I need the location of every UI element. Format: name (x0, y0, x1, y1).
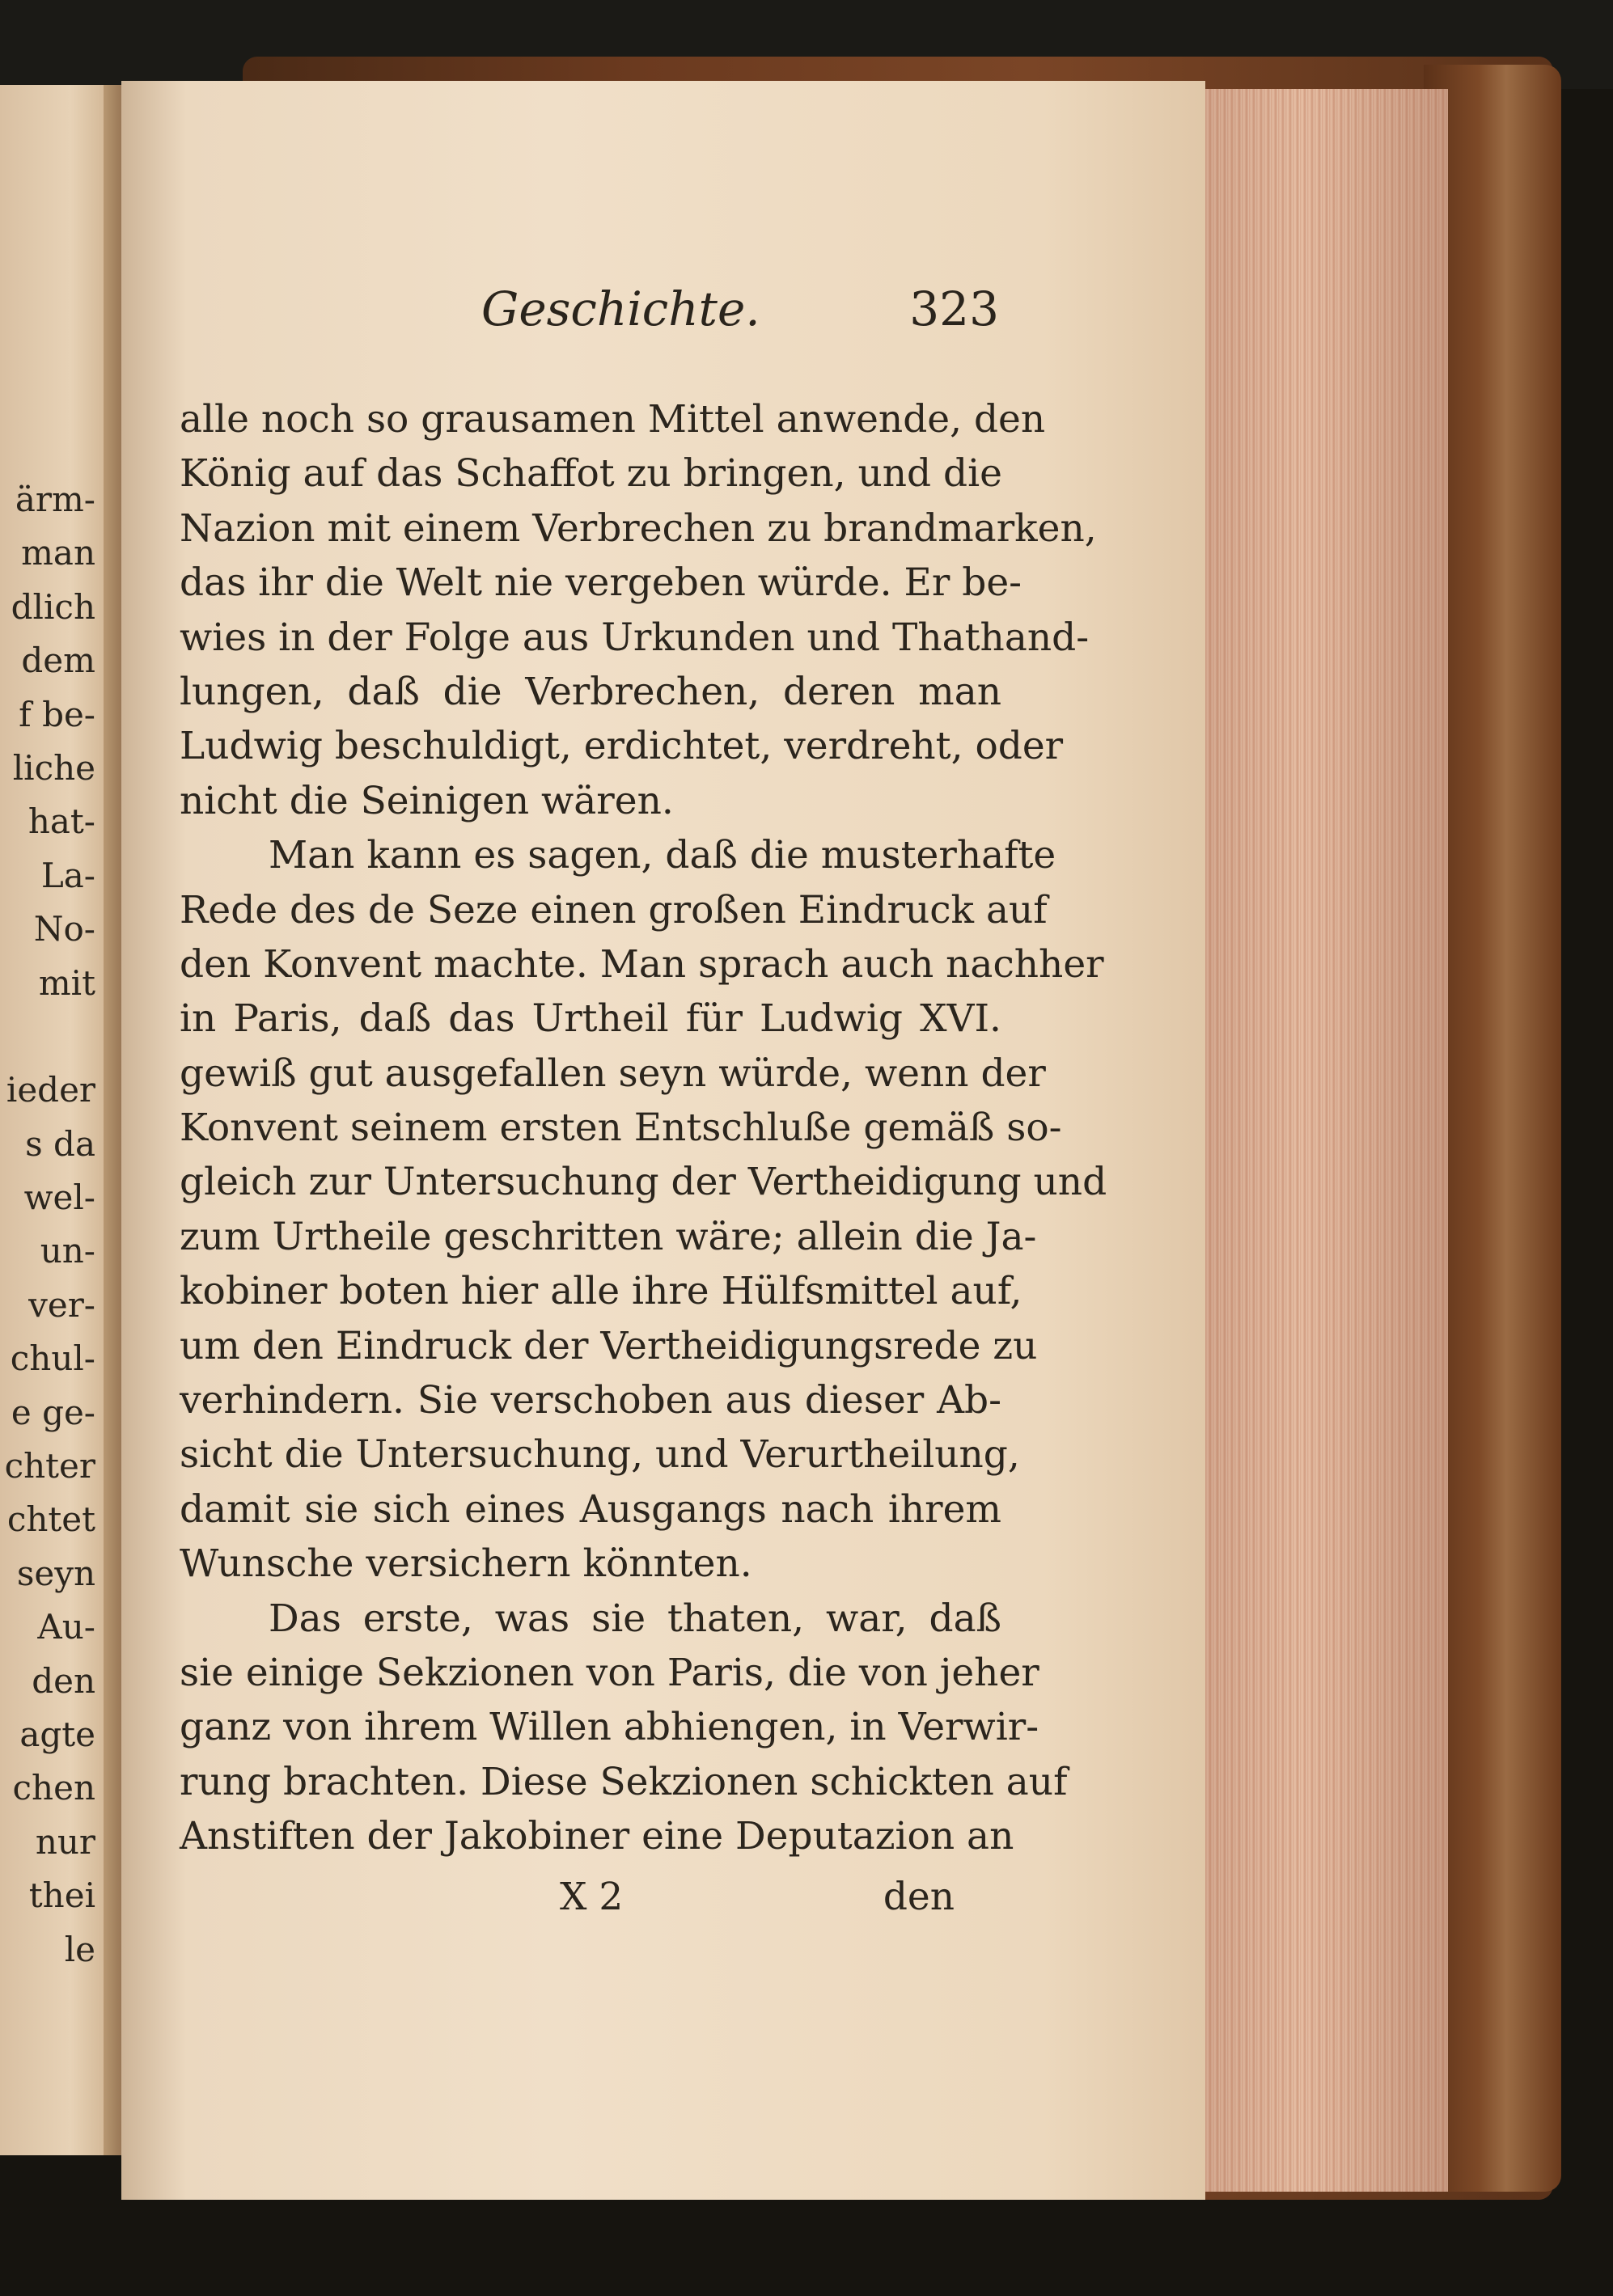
left-fragment: man (21, 533, 95, 573)
text-line: verhindern. Sie verschoben aus dieser Ab- (180, 1378, 1001, 1423)
left-page-text (0, 473, 95, 1977)
left-fragment: Au- (37, 1607, 95, 1647)
page-edges-shade (1205, 89, 1448, 2192)
text-line: Konvent seinem ersten Entschluße gemäß so- (180, 1106, 1062, 1151)
left-fragment: chtet (6, 1499, 95, 1540)
text-line: lungen, daß die Verbrechen, deren man (180, 669, 1001, 714)
signature-mark: X 2 (560, 1875, 624, 1919)
left-fragment: No- (33, 909, 95, 949)
left-fragment: chul- (10, 1338, 95, 1379)
text-line: Anstiften der Jakobiner eine Deputazion an (180, 1814, 1014, 1859)
page-number: 323 (909, 281, 999, 336)
catchword: den (883, 1875, 955, 1919)
text-line: wies in der Folge aus Urkunden und Thathand- (180, 615, 1090, 660)
text-line: Wunsche versichern könnten. (180, 1541, 752, 1587)
body-text (180, 392, 1107, 1864)
left-fragment: liche (12, 747, 95, 788)
text-line: Ludwig beschuldigt, erdichtet, verdreht, oder (180, 724, 1064, 769)
left-fragment: un- (40, 1231, 95, 1271)
left-fragment: f be- (19, 694, 95, 734)
text-line: gleich zur Untersuchung der Vertheidigung und (180, 1160, 1107, 1205)
text-line: nicht die Seinigen wären. (180, 778, 674, 823)
left-fragment: La- (40, 855, 95, 895)
left-fragment: ieder (6, 1070, 95, 1110)
text-line: kobiner boten hier alle ihre Hülfsmittel auf, (180, 1269, 1022, 1314)
left-fragment: den (32, 1660, 95, 1701)
left-page (0, 85, 117, 2155)
text-line: Nazion mit einem Verbrechen zu brandmarken, (180, 505, 1097, 551)
left-fragment: chen (12, 1768, 95, 1808)
text-line: alle noch so grausamen Mittel anwende, den (180, 397, 1046, 442)
text-line: sicht die Untersuchung, und Verurtheilung, (180, 1432, 1020, 1478)
left-fragment: thei (28, 1875, 95, 1916)
text-line: den Konvent machte. Man sprach auch nachher (180, 941, 1104, 987)
left-fragment: chter (4, 1446, 95, 1486)
header-title: Geschichte. (481, 281, 760, 336)
left-fragment: hat- (28, 801, 95, 842)
left-fragment: s da (25, 1123, 95, 1164)
left-fragment-gap (0, 1010, 95, 1063)
left-fragment: wel- (23, 1178, 95, 1218)
text-line: König auf das Schaffot zu bringen, und die (180, 451, 1002, 497)
left-fragment: dem (21, 641, 95, 681)
left-fragment: ver- (28, 1284, 95, 1325)
running-header (481, 281, 999, 346)
text-line: Rede des de Seze einen großen Eindruck auf (180, 887, 1048, 932)
text-line: Man kann es sagen, daß die musterhafte (269, 833, 1056, 878)
text-line: sie einige Sekzionen von Paris, die von jeher (180, 1650, 1039, 1695)
left-fragment: le (64, 1929, 95, 1969)
text-line: zum Urtheile geschritten wäre; allein die Ja- (180, 1214, 1037, 1259)
left-fragment: e ge- (11, 1392, 95, 1432)
left-fragment: agte (19, 1714, 95, 1754)
left-fragment: ärm- (15, 480, 95, 519)
left-fragment: dlich (11, 586, 95, 627)
left-fragment: nur (35, 1821, 95, 1862)
text-line: ganz von ihrem Willen abhiengen, in Verwir- (180, 1705, 1039, 1750)
left-fragment: mit (38, 962, 95, 1003)
text-line: Das erste, was sie thaten, war, daß (269, 1596, 1001, 1641)
text-line: rung brachten. Diese Sekzionen schickten auf (180, 1759, 1068, 1804)
text-line: gewiß gut ausgefallen seyn würde, wenn der (180, 1051, 1046, 1096)
text-line: das ihr die Welt nie vergeben würde. Er be- (180, 560, 1022, 606)
left-fragment: seyn (16, 1553, 95, 1593)
page-footer (180, 1875, 1001, 1931)
text-line: um den Eindruck der Vertheidigungsrede zu (180, 1323, 1038, 1368)
text-line: in Paris, daß das Urtheil für Ludwig XVI. (180, 996, 1001, 1042)
text-line: damit sie sich eines Ausgangs nach ihrem (180, 1486, 1001, 1532)
